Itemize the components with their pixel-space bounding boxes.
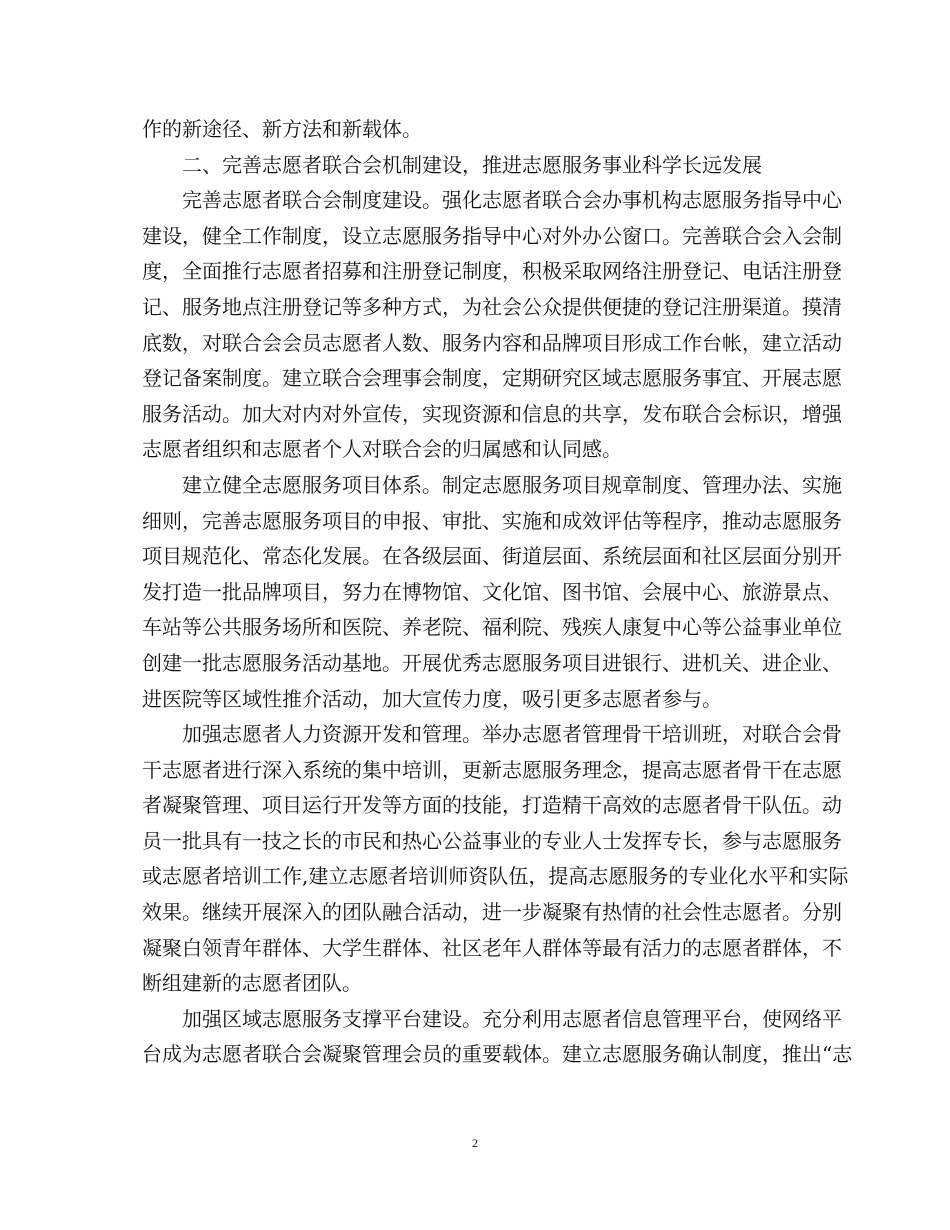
text-line: 或志愿者培训工作,建立志愿者培训师资队伍，提高志愿服务的专业化水平和实际 [142,864,849,889]
text-line: 者凝聚管理、项目运行开发等方面的技能，打造精干高效的志愿者骨干队伍。动 [142,793,842,818]
text-line: 记、服务地点注册登记等多种方式，为社会公众提供便捷的登记注册渠道。摸清 [142,294,842,319]
text-line: 细则，完善志愿服务项目的申报、审批、实施和成效评估等程序，推动志愿服务 [142,508,842,533]
section-heading: 二、完善志愿者联合会机制建设，推进志愿服务事业科学长远发展 [182,152,762,177]
text-line: 凝聚白领青年群体、大学生群体、社区老年人群体等最有活力的志愿者群体，不 [142,935,842,960]
text-line: 断组建新的志愿者团队。 [142,971,362,996]
text-line: 志愿者组织和志愿者个人对联合会的归属感和认同感。 [142,437,622,462]
text-line: 创建一批志愿服务活动基地。开展优秀志愿服务项目进银行、进机关、进企业、 [142,650,842,675]
text-line: 干志愿者进行深入系统的集中培训，更新志愿服务理念，提高志愿者骨干在志愿 [142,757,842,782]
text-line: 底数，对联合会会员志愿者人数、服务内容和品牌项目形成工作台帐，建立活动 [142,330,842,355]
text-line: 项目规范化、常态化发展。在各级层面、街道层面、系统层面和社区层面分别开 [142,544,842,569]
text-line: 发打造一批品牌项目，努力在博物馆、文化馆、图书馆、会展中心、旅游景点、 [142,579,842,604]
page-number: 2 [472,1136,478,1150]
paragraph-first-line: 建立健全志愿服务项目体系。制定志愿服务项目规章制度、管理办法、实施 [182,472,842,497]
text-line: 车站等公共服务场所和医院、养老院、福利院、残疾人康复中心等公益事业单位 [142,615,842,640]
text-line: 进医院等区域性推介活动，加大宣传力度，吸引更多志愿者参与。 [142,686,722,711]
text-line: 效果。继续开展深入的团队融合活动，进一步凝聚有热情的社会性志愿者。分别 [142,900,842,925]
paragraph-first-line: 加强区域志愿服务支撑平台建设。充分利用志愿者信息管理平台，使网络平 [182,1006,842,1031]
text-line: 建设，健全工作制度，设立志愿服务指导中心对外办公窗口。完善联合会入会制 [142,223,842,248]
text-line: 作的新途径、新方法和新载体。 [142,117,422,141]
text-line: 服务活动。加大对内对外宣传，实现资源和信息的共享，发布联合会标识，增强 [142,401,842,426]
text-line: 员一批具有一技之长的市民和热心公益事业的专业人士发挥专长，参与志愿服务 [142,828,842,853]
text-line: 登记备案制度。建立联合会理事会制度，定期研究区域志愿服务事宜、开展志愿 [142,366,842,391]
paragraph-first-line: 完善志愿者联合会制度建设。强化志愿者联合会办事机构志愿服务指导中心 [182,188,842,213]
paragraph-first-line: 加强志愿者人力资源开发和管理。举办志愿者管理骨干培训班，对联合会骨 [182,722,842,747]
text-line: 度，全面推行志愿者招募和注册登记制度，积极采取网络注册登记、电话注册登 [142,259,842,284]
document-body [142,112,853,1073]
text-line: 台成为志愿者联合会凝聚管理会员的重要载体。建立志愿服务确认制度，推出“志 [142,1042,853,1067]
